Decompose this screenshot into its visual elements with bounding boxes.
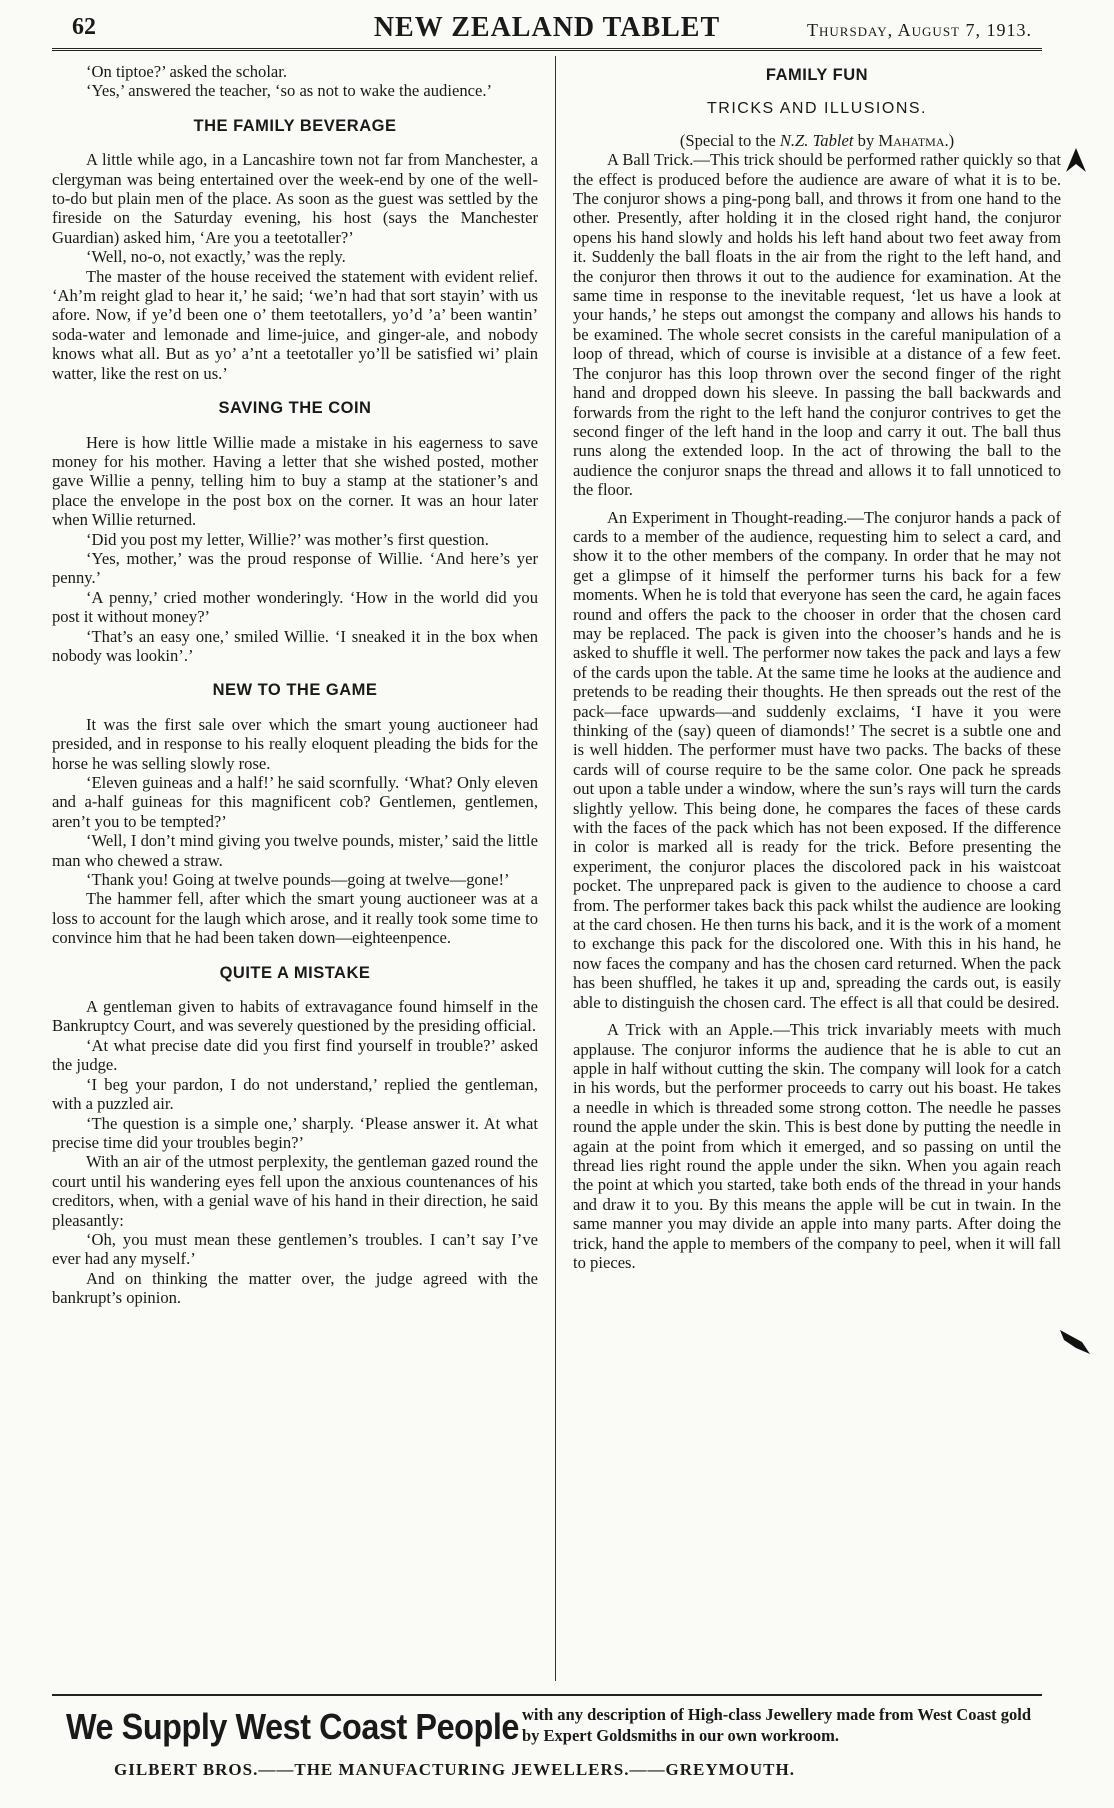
- article-paragraph: A gentleman given to habits of extravagance found himself in the Bankruptcy Court, and was severely questioned by the presiding official.: [52, 997, 538, 1036]
- ad-description: with any description of High-class Jewellery made from West Coast gold by Expert Goldsmiths in our own workroom.: [522, 1705, 1032, 1745]
- article-paragraph: A Ball Trick.—This trick should be performed rather quickly so that the effect is produced before the audience are aware of what it is to be. The conjuror shows a ping-pong ball, and throws it from one hand to the other. Presently, after holding it in the closed right hand, the conjuror opens his hand slowly and holds his left hand about two feet away from it. Suddenly the ball floats in the air from the right to the left hand, and the conjuror then throws it out to the audience for examination. At the same time in response to the inevitable request, ‘let us have a look at your hands,’ he steps out amongst the company and allows his hands to be examined. The whole secret consists in the careful manipulation of a loop of thread, which of course is invisible at a distance of a few feet. The conjuror has this loop thrown over the second finger of the right hand and dropped down his sleeve. In passing the ball backwards and forwards from the right to the left hand the conjuror contrives to get the second finger of the left hand in the loop and carry it out. The ball thus runs along the extended loop. In the act of throwing the ball to the audience the conjuror snaps the thread and allows it to fall unnoticed to the floor.: [573, 150, 1061, 500]
- article-paragraph: ‘At what precise date did you first find yourself in trouble?’ asked the judge.: [52, 1035, 538, 1075]
- pointing-hand-icon: [1056, 1320, 1096, 1360]
- article-paragraph: The master of the house received the statement with evident relief. ‘Ah’m reight glad to hear it,’ he said; ‘we’n had that sort stayin’ with us afore. Now, if ye’d been one o’ them teetotallers, yo’d ’a’ been wantin’ soda-water and lemonade and lime-juice, and ginger-ale, and nobody knows what all. But as yo’ a’nt a teetotaller yo’ll be satisfied wi’ plain watter, like the rest on us.’: [52, 266, 538, 383]
- article-paragraph: With an air of the utmost perplexity, the gentleman gazed round the court until his wandering eyes fell upon the anxious countenances of his creditors, when, with a genial wave of his hand in their direction, he said pleasantly:: [52, 1152, 538, 1230]
- article-paragraph: And on thinking the matter over, the judge agreed with the bankrupt’s opinion.: [52, 1268, 538, 1308]
- article-paragraph: ‘Did you post my letter, Willie?’ was mother’s first question.: [86, 529, 489, 549]
- article-paragraph: A little while ago, in a Lancashire town not far from Manchester, a clergyman was being entertained over the week-end by one of the well-to-do but plain men of the place. As soon as the guest was settled by the fireside on the Saturday evening, his host (says the Manchester Guardian) asked him, ‘Are you a teetotaller?’: [52, 150, 538, 247]
- byline-prefix: (Special to the: [679, 130, 776, 150]
- article-paragraph: The hammer fell, after which the smart young auctioneer was at a loss to account for the laugh which arose, and it really took some time to convince him that he had been taken down—eighteenpence.: [52, 889, 538, 948]
- article-paragraph: ‘A penny,’ cried mother wonderingly. ‘How in the world did you post it without money?’: [52, 587, 538, 627]
- article-paragraph: ‘Yes, mother,’ was the proud response of Willie. ‘And here’s yer penny.’: [52, 548, 538, 588]
- section-title: FAMILY FUN: [765, 66, 869, 84]
- byline: [573, 131, 1061, 150]
- ad-headline: We Supply West Coast People: [66, 1706, 519, 1747]
- article-paragraph: ‘Thank you! Going at twelve pounds—going at twelve—gone!’: [86, 870, 510, 890]
- advertisement: [52, 1694, 1042, 1796]
- byline-by: by: [857, 130, 875, 150]
- issue-date: Thursday, August 7, 1913.: [807, 20, 1032, 40]
- pointing-hand-icon: [1056, 146, 1096, 176]
- article-paragraph: ‘That’s an easy one,’ smiled Willie. ‘I sneaked it in the box when nobody was lookin’.’: [52, 626, 538, 665]
- article-paragraph: ‘Well, no-o, not exactly,’ was the reply.: [86, 247, 346, 267]
- article-title: NEW TO THE GAME: [212, 681, 378, 700]
- column-divider: [555, 56, 556, 1681]
- page-number: 62: [72, 14, 96, 40]
- opening-line: ‘Yes,’ answered the teacher, ‘so as not to wake the audience.’: [86, 81, 493, 101]
- opening-line: ‘On tiptoe?’ asked the scholar.: [86, 62, 288, 81]
- article-title: SAVING THE COIN: [218, 399, 372, 418]
- byline-author: Mahatma.): [878, 130, 955, 150]
- ad-footer: GILBERT BROS.——THE MANUFACTURING JEWELLERS.——GREYMOUTH.: [114, 1760, 795, 1779]
- left-column: [52, 62, 538, 1674]
- article-paragraph: ‘The question is a simple one,’ sharply. ‘Please answer it. At what precise time did your troubles begin?’: [52, 1113, 538, 1152]
- article-paragraph: It was the first sale over which the smart young auctioneer had presided, and in response to his really eloquent pleading the bids for the horse he was selling slowly rose.: [52, 714, 538, 773]
- article-paragraph: ‘Oh, you must mean these gentlemen’s troubles. I can’t say I’ve ever had any myself.’: [52, 1229, 538, 1269]
- masthead: [52, 10, 1042, 51]
- article-paragraph: Here is how little Willie made a mistake in his eagerness to save money for his mother. Having a letter that she wished posted, mother gave Willie a penny, telling him to buy a stamp at the stationer’s and place the envelope in the post box on the corner. It was an hour later when Willie returned.: [52, 432, 538, 530]
- article-paragraph: An Experiment in Thought-reading.—The conjuror hands a pack of cards to a member of the audience, requesting him to select a card, and show it to the other members of the company. In order that he may not get a glimpse of it himself the performer turns his back for a few moments. When he is told that everyone has seen the card, he again faces round and offers the pack to the chooser in order that the chosen card may be replaced. The pack is given into the chooser’s hands and he is asked to shuffle it well. The performer now takes the pack and lays a few of the cards upon the table. At the same time he looks at the audience and pretends to be reading their thoughts. He then spreads out the rest of the pack—face upwards—and suddenly exclaims, ‘I have it you were thinking of the (say) queen of diamonds!’ The secret is a subtle one and is well hidden. The performer must have two packs. The backs of these cards will of course require to be the same color. One pack he spreads out upon a table under a window, where the sun’s rays will turn the cards slightly yellow. This being done, he compares the faces of these cards with the faces of the pack which has not been exposed. If the difference in color is marked all is ready for the trick. Before presenting the experiment, the conjuror places the discolored pack in his waistcoat pocket. The unprepared pack is given to the audience to choose a card from. The performer takes back this pack whilst the audience are looking at the card chosen. He then turns his back, and it is the work of a moment to exchange this pack for the discolored one. With this in his hand, he now faces the company and has the chosen card returned. When the pack has been shuffled, he takes it up and, spreading the cards out, is easily able to distinguish the chosen card. The effect is all that could be desired.: [573, 507, 1061, 1012]
- article-paragraph: ‘I beg your pardon, I do not understand,’ replied the gentleman, with a puzzled air.: [52, 1074, 538, 1114]
- section-subtitle: TRICKS AND ILLUSIONS.: [707, 100, 927, 118]
- article-paragraph: ‘Eleven guineas and a half!’ he said scornfully. ‘What? Only eleven and a-half guineas for this magnificent cob? Gentlemen, gentlemen, aren’t you to be tempted?’: [52, 773, 538, 831]
- right-column: [573, 62, 1061, 1674]
- publication-title: NEW ZEALAND TABLET: [373, 12, 721, 43]
- byline-publication: N.Z. Tablet: [779, 130, 854, 150]
- article-paragraph: ‘Well, I don’t mind giving you twelve pounds, mister,’ said the little man who chewed a straw.: [52, 831, 538, 870]
- article-title: QUITE A MISTAKE: [219, 963, 371, 982]
- article-paragraph: A Trick with an Apple.—This trick invariably meets with much applause. The conjuror informs the audience that he is able to cut an apple in half without cutting the skin. The company will look for a catch in his words, but the performer proceeds to carry out his boast. He takes a needle in which is threaded some strong cotton. The needle he passes round the apple under the skin. This is best done by putting the needle in again at the point from which it emerged, and so passing on until the thread lies right round the apple under the sikn. When you again reach the point at which you started, take both ends of the thread in your hands and draw it to you. By this means the apple will be cut in twain. In the same manner you may divide an apple into many parts. After doing the trick, hand the apple to members of the company to peel, when it will fall to pieces.: [573, 1020, 1061, 1272]
- article-title: THE FAMILY BEVERAGE: [193, 116, 397, 135]
